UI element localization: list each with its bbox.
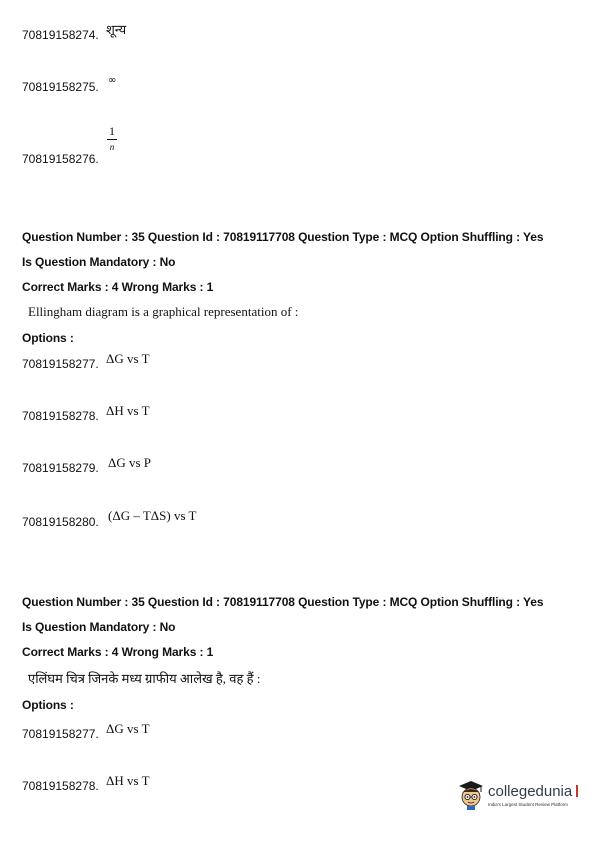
- question-mandatory: Is Question Mandatory : No: [22, 255, 176, 269]
- brand-tagline: India's Largest Student Review Platform: [488, 802, 568, 807]
- option-id: 70819158274.: [22, 28, 99, 42]
- options-label: Options :: [22, 331, 74, 345]
- fraction-numerator: 1: [109, 124, 115, 138]
- option-text: (ΔG – TΔS) vs T: [108, 508, 197, 523]
- option-id: 70819158278.: [22, 409, 99, 423]
- student-face-icon: [457, 780, 485, 810]
- option-text: शून्य: [106, 22, 127, 37]
- fraction: [107, 125, 117, 152]
- option-text: ΔG vs P: [108, 455, 152, 470]
- question-header: Question Number : 35 Question Id : 70819117708 Question Type : MCQ Option Shuffling : Yes: [22, 595, 544, 609]
- option-text: ΔG vs T: [106, 351, 150, 366]
- question-mandatory: Is Question Mandatory : No: [22, 620, 176, 634]
- question-text: Ellingham diagram is a graphical representation of :: [28, 304, 299, 319]
- question-marks: Correct Marks : 4 Wrong Marks : 1: [22, 645, 214, 659]
- fraction-denominator: n: [109, 142, 115, 152]
- option-id: 70819158280.: [22, 515, 99, 529]
- question-header: Question Number : 35 Question Id : 70819117708 Question Type : MCQ Option Shuffling : Yes: [22, 230, 544, 244]
- question-marks: Correct Marks : 4 Wrong Marks : 1: [22, 280, 214, 294]
- option-id: 70819158278.: [22, 779, 99, 793]
- infinity-symbol: ∞: [108, 75, 117, 86]
- option-id: 70819158277.: [22, 357, 99, 371]
- option-id: 70819158276.: [22, 152, 99, 166]
- options-label: Options :: [22, 698, 74, 712]
- brand-name: collegedunia: [488, 783, 573, 800]
- option-text: ΔH vs T: [106, 773, 150, 788]
- option-id: 70819158279.: [22, 461, 99, 475]
- brand-accent-bar: [576, 785, 578, 797]
- option-id: 70819158275.: [22, 80, 99, 94]
- fraction-bar: [107, 139, 117, 140]
- question-text: एलिंघम चित्र जिनके मध्य ग्राफीय आलेख है, वह हैं :: [28, 671, 261, 686]
- option-text: ΔH vs T: [106, 403, 150, 418]
- option-text: ΔG vs T: [106, 721, 150, 736]
- option-id: 70819158277.: [22, 727, 99, 741]
- collegedunia-watermark: [457, 780, 582, 814]
